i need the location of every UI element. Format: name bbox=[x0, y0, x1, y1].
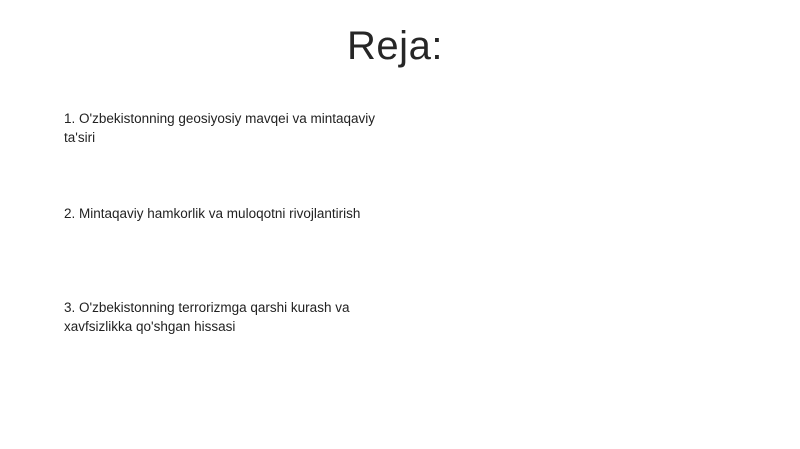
slide-title: Reja: bbox=[347, 24, 443, 68]
plan-item-2: 2. Mintaqaviy hamkorlik va muloqotni rivojlantirish bbox=[64, 206, 361, 221]
plan-item-3: 3. O'zbekistonning terrorizmga qarshi kurash va xavfsizlikka qo'shgan hissasi bbox=[64, 300, 350, 334]
plan-item-1: 1. O'zbekistonning geosiyosiy mavqei va mintaqaviy ta'siri bbox=[64, 111, 375, 145]
